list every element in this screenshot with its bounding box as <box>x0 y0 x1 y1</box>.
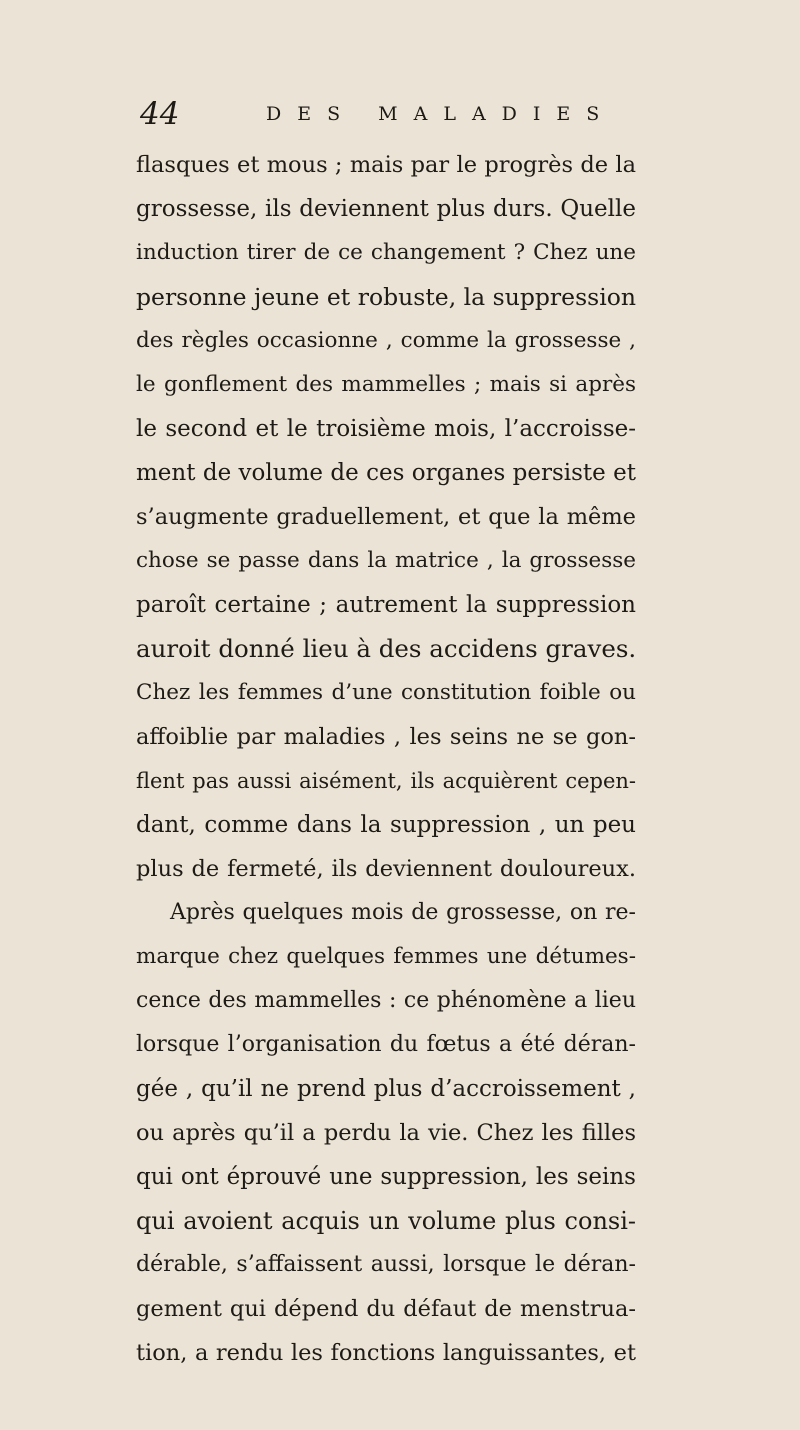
text-line: ment de volume de ces organes persiste et <box>136 460 636 486</box>
text-line: Chez les femmes d’une constitution foible ou <box>136 680 636 705</box>
paragraph-start-line: Après quelques mois de grossesse, on re- <box>170 900 636 925</box>
text-line: gée , qu’il ne prend plus d’accroissement , <box>136 1076 636 1102</box>
text-line: qui ont éprouvé une suppression, les seins <box>136 1164 636 1190</box>
text-line: auroit donné lieu à des accidens graves. <box>136 634 637 663</box>
text-line: qui avoient acquis un volume plus consi- <box>136 1207 636 1235</box>
text-line: le gonflement des mammelles ; mais si après <box>136 372 636 397</box>
text-line: ou après qu’il a perdu la vie. Chez les filles <box>136 1120 636 1146</box>
text-line: s’augmente graduellement, et que la même <box>136 504 636 530</box>
text-line: dérable, s’affaissent aussi, lorsque le déran- <box>136 1252 636 1277</box>
text-line: le second et le troisième mois, l’accroisse- <box>136 416 636 442</box>
page-number: 44 <box>140 96 180 132</box>
text-line: paroît certaine ; autrement la suppression <box>136 592 636 618</box>
text-line: personne jeune et robuste, la suppression <box>136 283 636 311</box>
text-line: gement qui dépend du défaut de menstrua- <box>136 1296 636 1322</box>
body-text <box>136 143 636 1375</box>
text-line: induction tirer de ce changement ? Chez une <box>136 240 636 265</box>
text-line: flasques et mous ; mais par le progrès de la <box>136 152 636 178</box>
text-line: cence des mammelles : ce phénomène a lieu <box>136 988 636 1013</box>
text-line: des règles occasionne , comme la grossesse , <box>136 328 636 353</box>
text-line: dant, comme dans la suppression , un peu <box>136 812 636 838</box>
text-line: grossesse, ils deviennent plus durs. Quelle <box>136 196 636 222</box>
text-line: tion, a rendu les fonctions languissantes, et <box>136 1340 636 1366</box>
text-line: flent pas aussi aisément, ils acquièrent cepen- <box>136 769 636 793</box>
text-line: plus de fermeté, ils deviennent douloureux. <box>136 856 636 882</box>
running-head: DES MALADIES <box>266 103 616 125</box>
text-line: affoiblie par maladies , les seins ne se gon- <box>136 724 636 750</box>
text-line: lorsque l’organisation du fœtus a été déran- <box>136 1032 636 1057</box>
page-header <box>120 94 640 134</box>
text-line: chose se passe dans la matrice , la grossesse <box>136 548 636 573</box>
text-line: marque chez quelques femmes une détumes- <box>136 944 636 969</box>
